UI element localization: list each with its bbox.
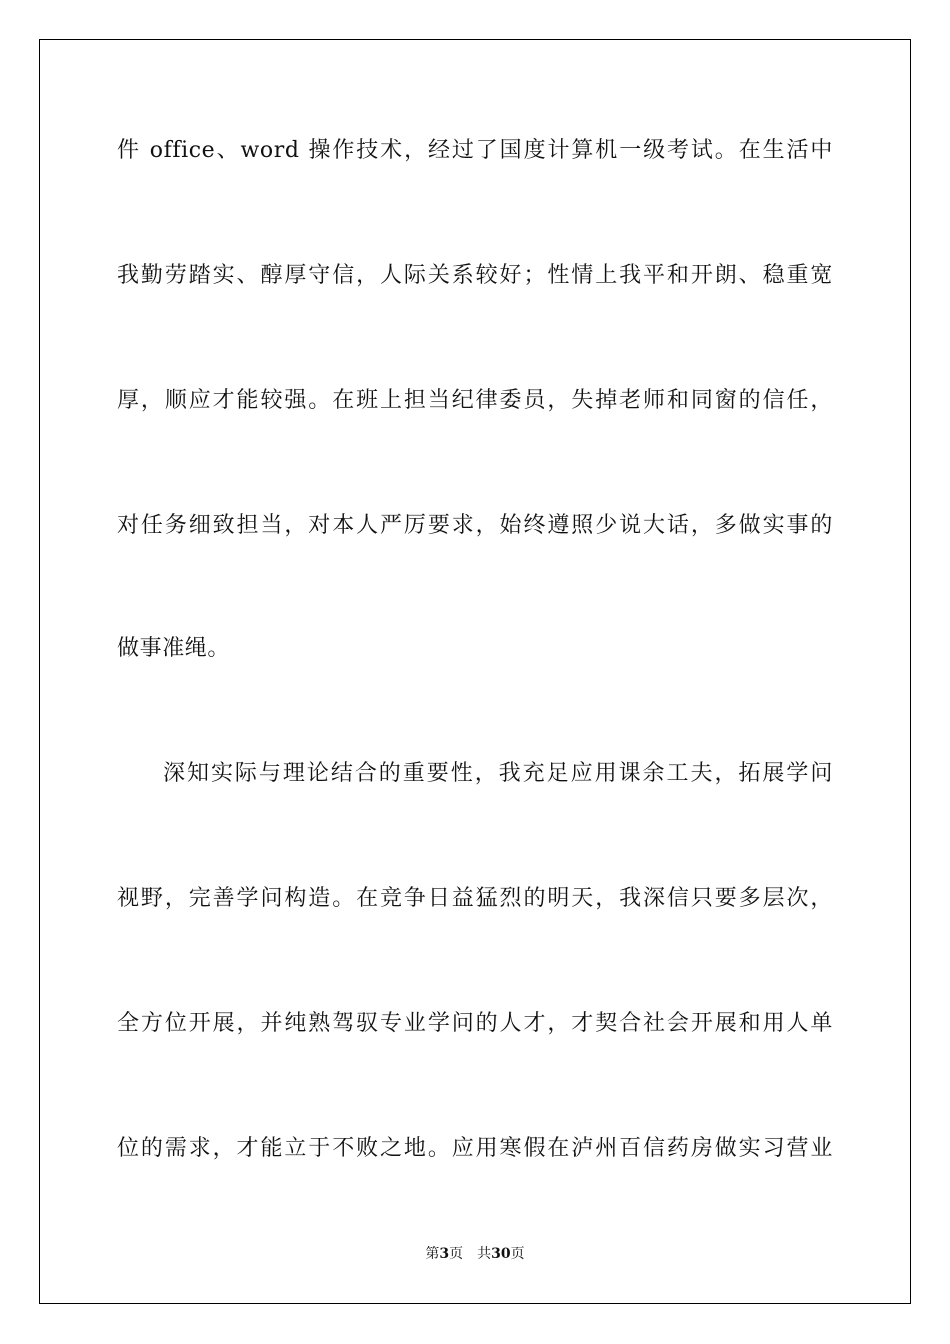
text-line-6: 深知实际与理论结合的重要性，我充足应用课余工夫，拓展学问 [163,761,833,786]
text-line-8: 全方位开展，并纯熟驾驭专业学问的人才，才契合社会开展和用人单 [117,1011,833,1036]
page-footer [0,1245,950,1263]
page-number: 3 [439,1246,450,1262]
text-line-3: 厚，顺应才能较强。在班上担当纪律委员，失掉老师和同窗的信任， [117,388,833,413]
page-frame [39,39,911,1304]
text-line-2: 我勤劳踏实、醇厚守信，人际关系较好；性情上我平和开朗、稳重宽 [117,263,833,288]
page-prefix: 第 [425,1246,440,1262]
text-line-1: 件 office、word 操作技术，经过了国度计算机一级考试。在生活中 [117,138,833,163]
text-line-4: 对任务细致担当，对本人严厉要求，始终遵照少说大话，多做实事的 [117,513,833,538]
text-line-7: 视野，完善学问构造。在竞争日益猛烈的明天，我深信只要多层次， [117,886,833,911]
total-suffix: 页 [510,1246,525,1262]
text-line-9: 位的需求，才能立于不败之地。应用寒假在泸州百信药房做实习营业 [117,1136,833,1161]
total-prefix: 共 [477,1246,492,1262]
page-suffix: 页 [449,1246,464,1262]
text-line-5: 做事准绳。 [117,636,231,661]
total-pages: 30 [491,1246,511,1262]
